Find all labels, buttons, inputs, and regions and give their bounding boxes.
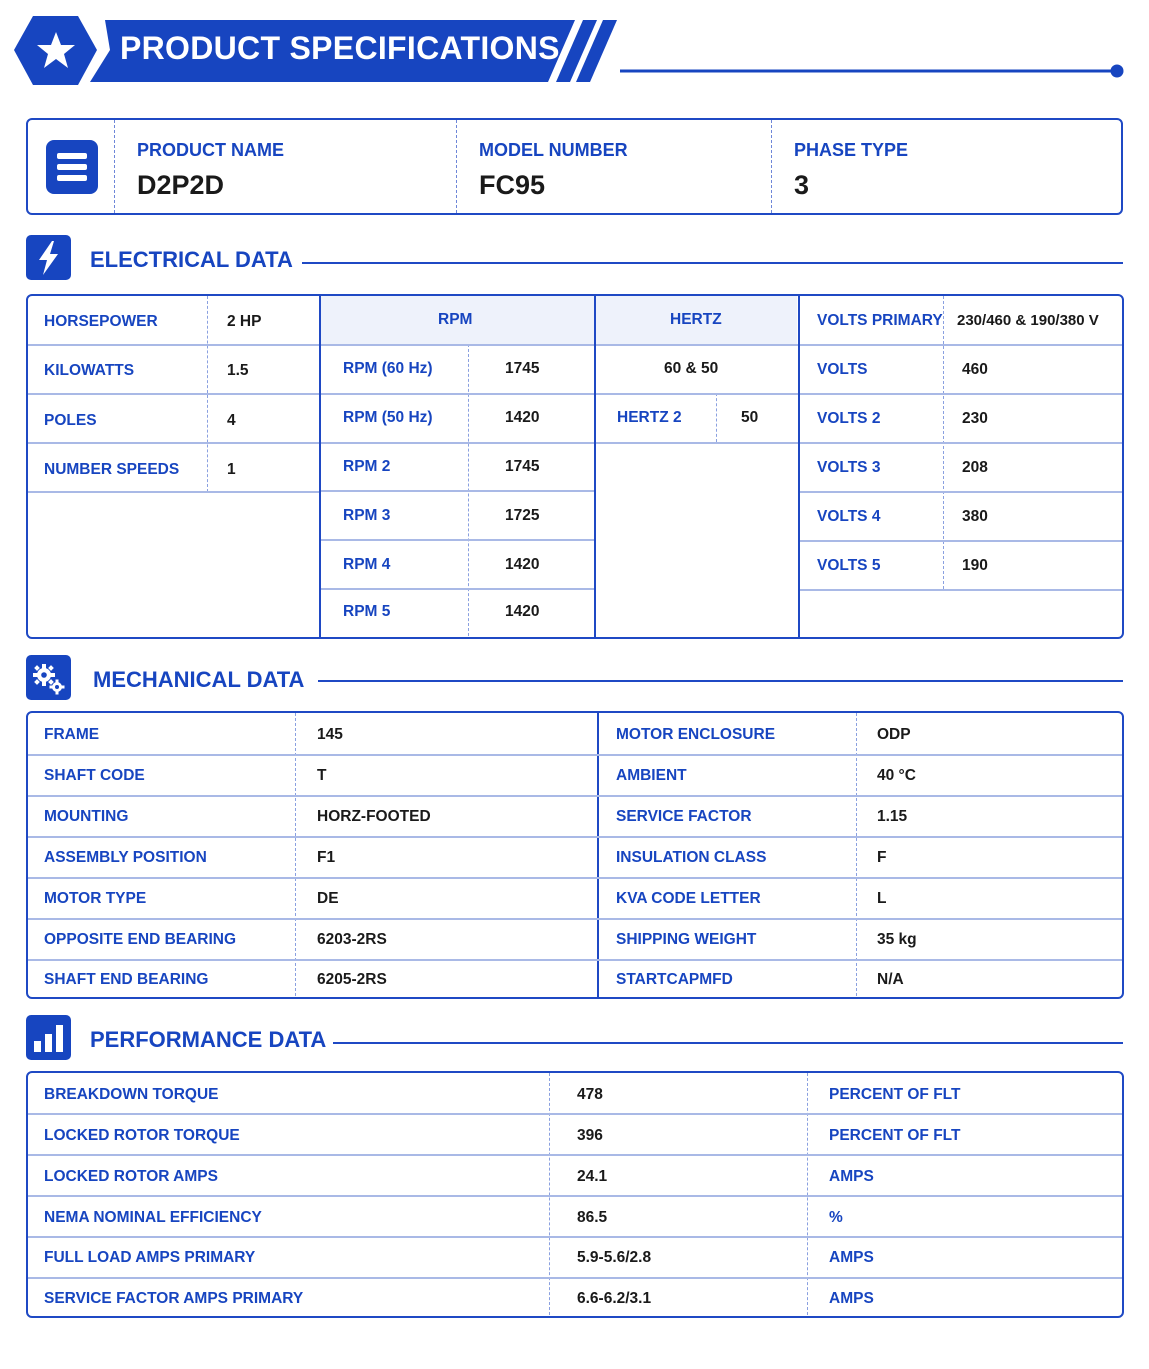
cell-divider <box>468 344 469 639</box>
insulation-class-value: F <box>877 849 887 866</box>
row-divider <box>321 442 594 444</box>
mechanical-section-title: MECHANICAL DATA <box>93 667 305 692</box>
column-divider <box>798 296 800 639</box>
motor-enclosure-value: ODP <box>877 726 911 743</box>
locked-rotor-torque-value: 396 <box>577 1127 603 1144</box>
row-divider <box>321 588 594 590</box>
opposite-end-bearing-label: OPPOSITE END BEARING <box>44 931 237 948</box>
assembly-position-value: F1 <box>317 849 336 866</box>
full-load-amps-value: 5.9-5.6/2.8 <box>577 1249 652 1266</box>
rpm-60hz-label: RPM (60 Hz) <box>343 360 433 377</box>
section-divider <box>302 262 1123 264</box>
table-header-band <box>320 296 797 344</box>
row-divider <box>800 540 1124 542</box>
rpm-60hz-value: 1745 <box>505 360 540 377</box>
shaft-end-bearing-value: 6205-2RS <box>317 971 387 988</box>
phase-type-label: PHASE TYPE <box>794 140 909 160</box>
volts-primary-value: 230/460 & 190/380 V <box>957 312 1099 329</box>
motor-type-value: DE <box>317 890 339 907</box>
kilowatts-label: KILOWATTS <box>44 362 135 379</box>
page-title: PRODUCT SPECIFICATIONS <box>120 30 560 66</box>
breakdown-torque-label: BREAKDOWN TORQUE <box>44 1086 219 1103</box>
breakdown-torque-unit: PERCENT OF FLT <box>829 1086 961 1103</box>
motor-type-label: MOTOR TYPE <box>44 890 147 907</box>
number-speeds-value: 1 <box>227 461 236 478</box>
phase-type-value: 3 <box>794 170 810 200</box>
column-divider <box>597 713 599 999</box>
nema-efficiency-value: 86.5 <box>577 1209 608 1226</box>
phase-type-cell <box>771 120 1121 213</box>
row-divider <box>28 442 319 444</box>
row-divider <box>321 539 594 541</box>
volts-4-label: VOLTS 4 <box>817 508 881 525</box>
breakdown-torque-value: 478 <box>577 1086 603 1103</box>
locked-rotor-amps-unit: AMPS <box>829 1168 874 1185</box>
row-divider <box>28 1113 1124 1115</box>
horsepower-value: 2 HP <box>227 313 262 330</box>
service-factor-amps-label: SERVICE FACTOR AMPS PRIMARY <box>44 1290 304 1307</box>
product-summary <box>26 118 1123 215</box>
shipping-weight-value: 35 kg <box>877 931 917 948</box>
row-divider <box>321 393 594 395</box>
mounting-label: MOUNTING <box>44 808 129 825</box>
row-divider <box>28 877 1124 879</box>
row-divider <box>28 795 1124 797</box>
rpm-4-value: 1420 <box>505 556 540 573</box>
hertz-2-label: HERTZ 2 <box>617 409 682 426</box>
star-icon <box>36 30 76 70</box>
volts-2-value: 230 <box>962 410 988 427</box>
frame-value: 145 <box>317 726 343 743</box>
mechanical-table <box>26 711 1124 999</box>
kva-code-letter-label: KVA CODE LETTER <box>616 890 761 907</box>
electrical-section-title: ELECTRICAL DATA <box>90 247 293 272</box>
locked-rotor-torque-label: LOCKED ROTOR TORQUE <box>44 1127 240 1144</box>
ambient-label: AMBIENT <box>616 767 687 784</box>
volts-4-value: 380 <box>962 508 988 525</box>
rpm-2-value: 1745 <box>505 458 540 475</box>
lightning-icon <box>26 235 71 280</box>
rpm-header: RPM <box>438 311 473 328</box>
row-divider <box>800 344 1124 346</box>
ambient-value: 40 °C <box>877 767 916 784</box>
rpm-5-label: RPM 5 <box>343 603 391 620</box>
row-divider <box>28 1154 1124 1156</box>
cell-divider <box>295 713 296 999</box>
kilowatts-value: 1.5 <box>227 362 249 379</box>
locked-rotor-amps-value: 24.1 <box>577 1168 608 1185</box>
rpm-50hz-label: RPM (50 Hz) <box>343 409 433 426</box>
product-name-value: D2P2D <box>137 170 225 200</box>
row-divider <box>800 442 1124 444</box>
service-factor-amps-value: 6.6-6.2/3.1 <box>577 1290 652 1307</box>
row-divider <box>28 754 1124 756</box>
rpm-2-label: RPM 2 <box>343 458 391 475</box>
rpm-3-value: 1725 <box>505 507 540 524</box>
rpm-4-label: RPM 4 <box>343 556 391 573</box>
full-load-amps-unit: AMPS <box>829 1249 874 1266</box>
volts-primary-label: VOLTS PRIMARY <box>817 312 943 329</box>
cell-divider <box>856 713 857 999</box>
volts-5-value: 190 <box>962 557 988 574</box>
volts-label: VOLTS <box>817 361 868 378</box>
volts-3-label: VOLTS 3 <box>817 459 881 476</box>
performance-table <box>26 1071 1124 1318</box>
row-divider <box>28 836 1124 838</box>
cell-divider <box>716 393 717 442</box>
hertz-header: HERTZ <box>670 311 722 328</box>
electrical-table <box>26 294 1124 639</box>
locked-rotor-torque-unit: PERCENT OF FLT <box>829 1127 961 1144</box>
rpm-50hz-value: 1420 <box>505 409 540 426</box>
bar-chart-icon <box>26 1015 71 1060</box>
row-divider <box>321 490 594 492</box>
column-divider <box>594 296 596 639</box>
insulation-class-label: INSULATION CLASS <box>616 849 767 866</box>
row-divider <box>596 344 798 346</box>
shaft-end-bearing-label: SHAFT END BEARING <box>44 971 209 988</box>
volts-3-value: 208 <box>962 459 988 476</box>
row-divider <box>800 589 1124 591</box>
row-divider <box>28 344 319 346</box>
row-divider <box>28 1277 1124 1279</box>
volts-2-label: VOLTS 2 <box>817 410 881 427</box>
assembly-position-label: ASSEMBLY POSITION <box>44 849 207 866</box>
number-speeds-label: NUMBER SPEEDS <box>44 461 180 478</box>
section-divider <box>333 1042 1123 1044</box>
shaft-code-label: SHAFT CODE <box>44 767 145 784</box>
motor-enclosure-label: MOTOR ENCLOSURE <box>616 726 776 743</box>
rpm-3-label: RPM 3 <box>343 507 391 524</box>
opposite-end-bearing-value: 6203-2RS <box>317 931 387 948</box>
model-number-cell <box>456 120 771 213</box>
poles-value: 4 <box>227 412 236 429</box>
row-divider <box>800 393 1124 395</box>
startcapmfd-label: STARTCAPMFD <box>616 971 733 988</box>
rpm-5-value: 1420 <box>505 603 540 620</box>
horsepower-label: HORSEPOWER <box>44 313 158 330</box>
row-divider <box>596 393 798 395</box>
shipping-weight-label: SHIPPING WEIGHT <box>616 931 757 948</box>
row-divider <box>321 344 594 346</box>
full-load-amps-label: FULL LOAD AMPS PRIMARY <box>44 1249 256 1266</box>
row-divider <box>28 491 319 493</box>
nema-efficiency-label: NEMA NOMINAL EFFICIENCY <box>44 1209 262 1226</box>
section-divider <box>318 680 1123 682</box>
service-factor-value: 1.15 <box>877 808 908 825</box>
hertz-2-value: 50 <box>741 409 759 426</box>
row-divider <box>28 393 319 395</box>
poles-label: POLES <box>44 412 97 429</box>
shaft-code-value: T <box>317 767 327 784</box>
row-divider <box>596 442 798 444</box>
gears-icon <box>26 655 71 700</box>
row-divider <box>28 1236 1124 1238</box>
service-factor-amps-unit: AMPS <box>829 1290 874 1307</box>
list-icon <box>46 140 98 194</box>
kva-code-letter-value: L <box>877 890 887 907</box>
product-name-label: PRODUCT NAME <box>137 140 284 160</box>
model-number-label: MODEL NUMBER <box>479 140 628 160</box>
volts-value: 460 <box>962 361 988 378</box>
frame-label: FRAME <box>44 726 100 743</box>
model-number-value: FC95 <box>479 170 546 200</box>
startcapmfd-value: N/A <box>877 971 904 988</box>
performance-section-title: PERFORMANCE DATA <box>90 1027 327 1052</box>
row-divider <box>28 1195 1124 1197</box>
volts-5-label: VOLTS 5 <box>817 557 881 574</box>
locked-rotor-amps-label: LOCKED ROTOR AMPS <box>44 1168 218 1185</box>
row-divider <box>800 491 1124 493</box>
product-name-cell <box>114 120 456 213</box>
mounting-value: HORZ-FOOTED <box>317 808 431 825</box>
service-factor-label: SERVICE FACTOR <box>616 808 752 825</box>
row-divider <box>28 959 1124 961</box>
nema-efficiency-unit: % <box>829 1209 843 1226</box>
hertz-value: 60 & 50 <box>664 360 719 377</box>
row-divider <box>28 918 1124 920</box>
